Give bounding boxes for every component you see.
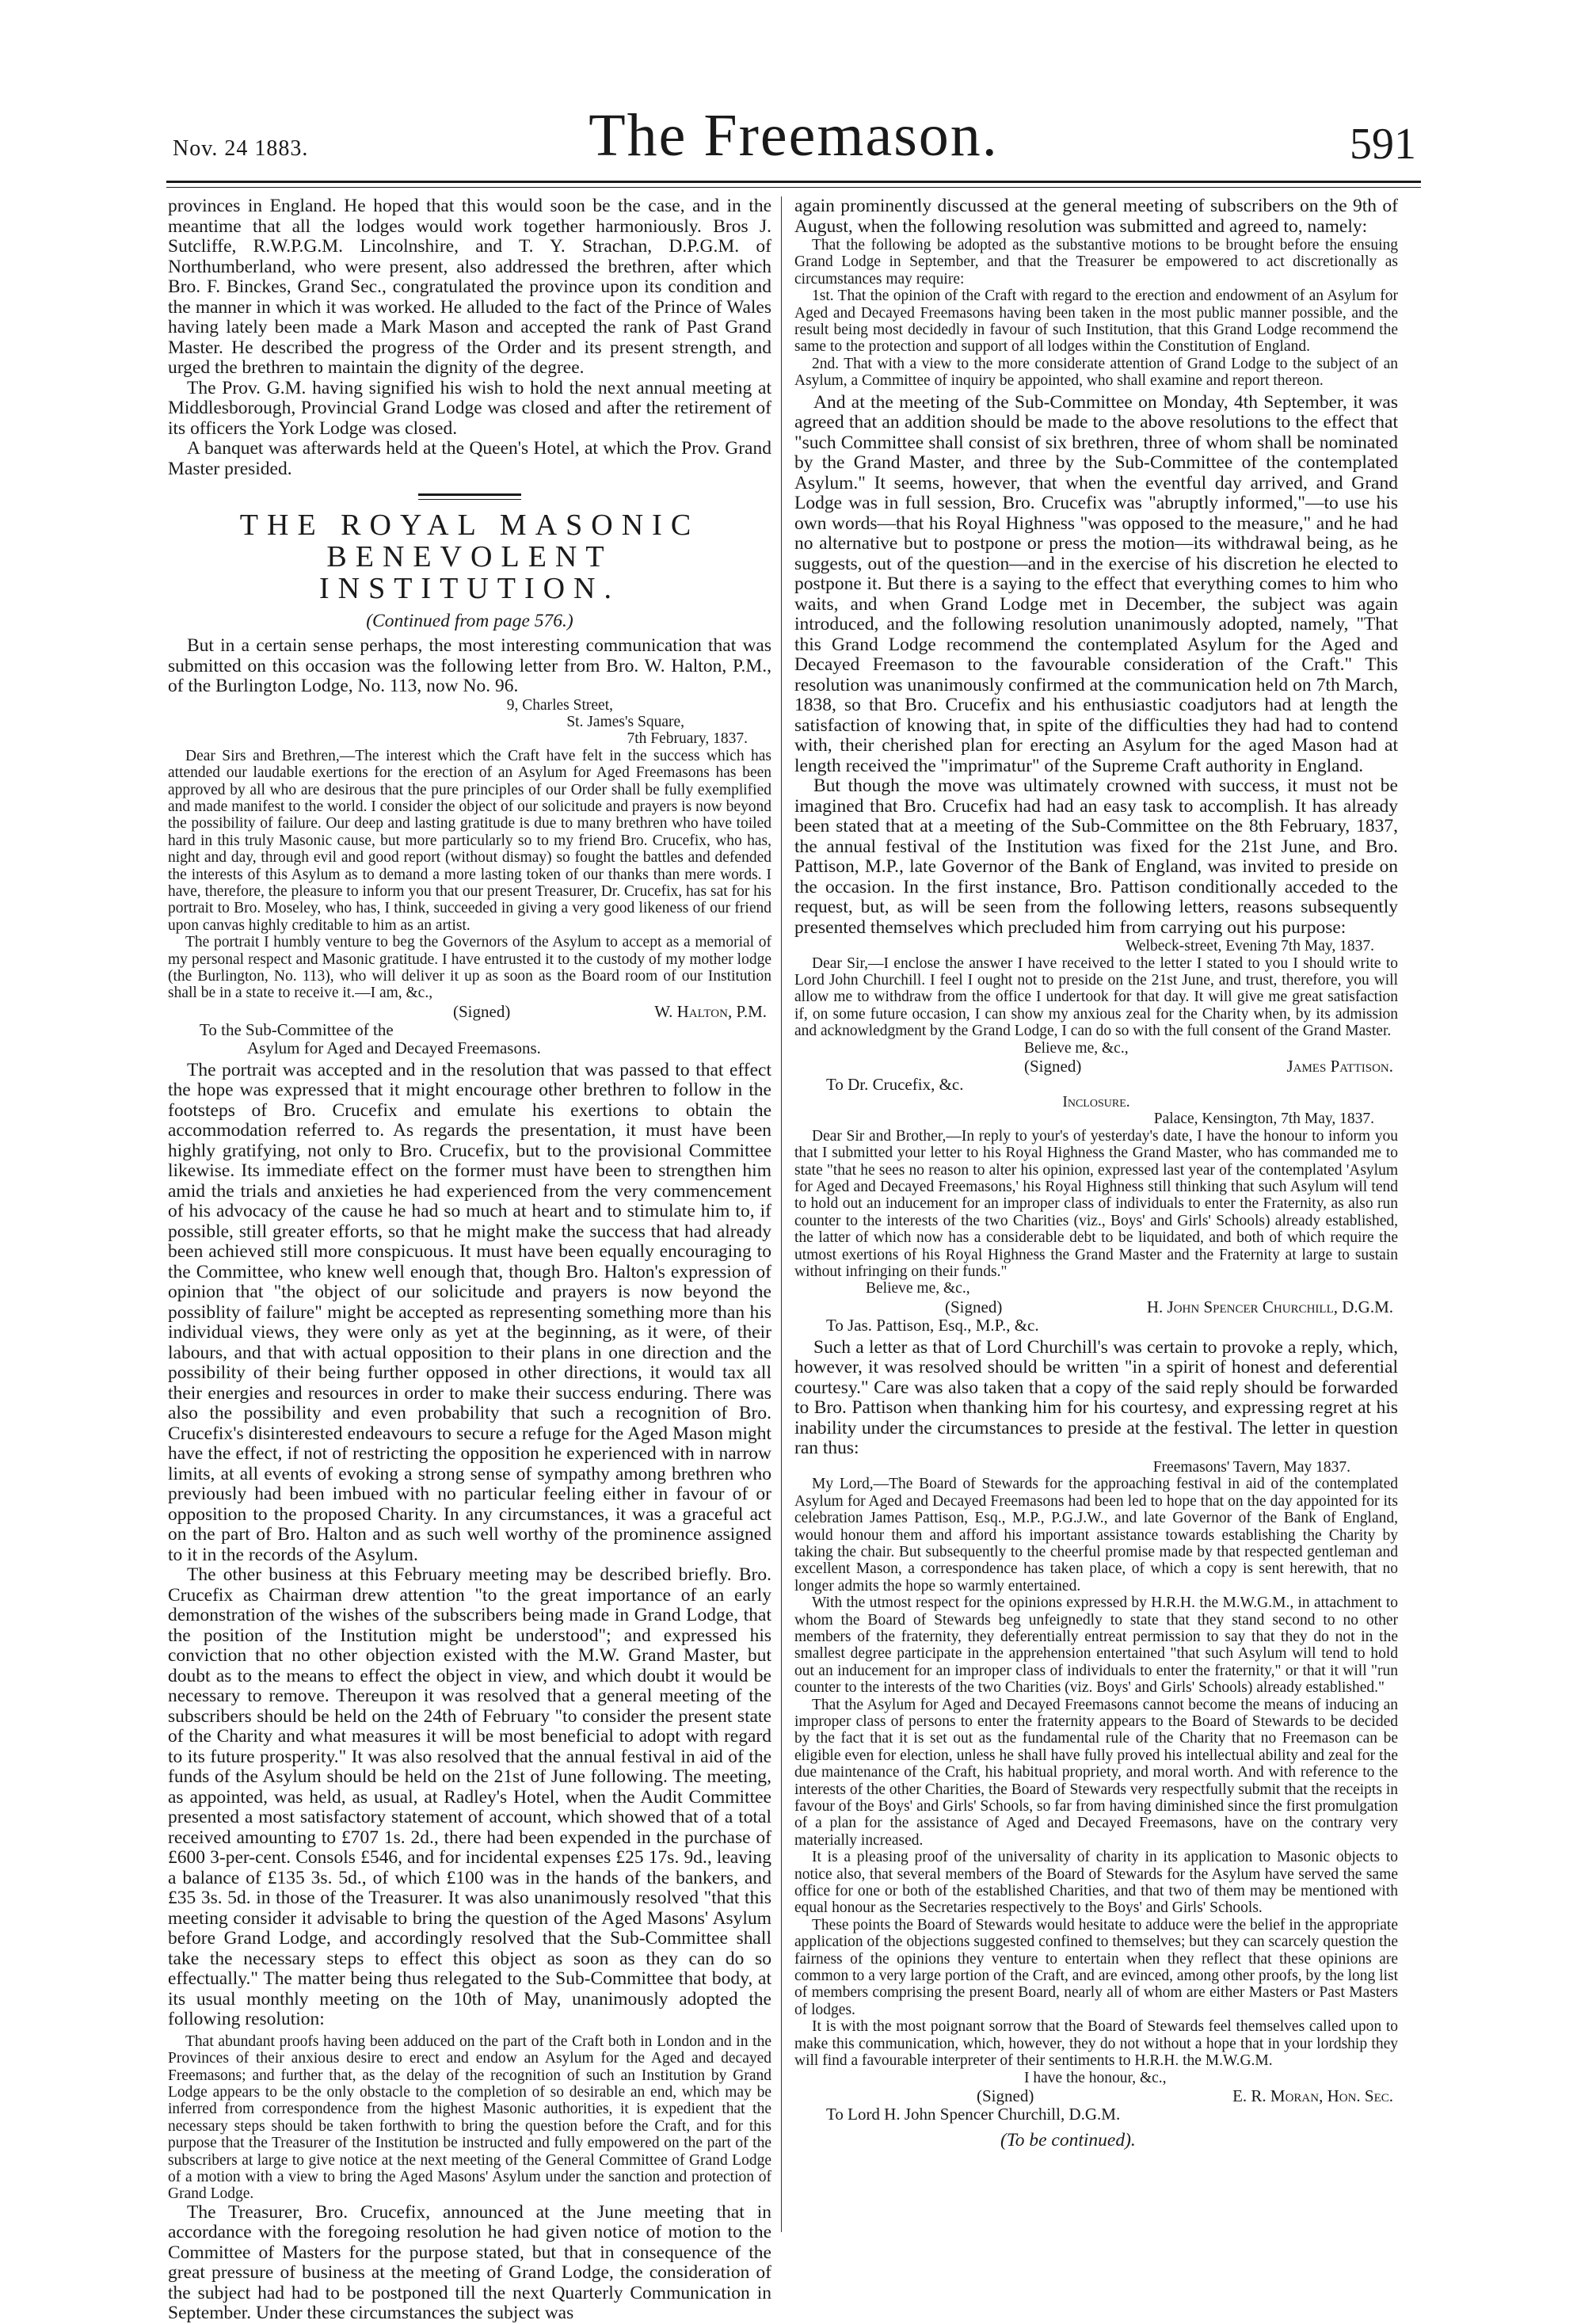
letter-text: It is a pleasing proof of the universality of charity in its application to Masonic objects to notice also, that several members of the Board of Stewards for the Asylum have served the same office for one or both of the established Charities, and that two of them may be mentioned with equal honour as the Secretaries respectively to the Boys' and Girls' Schools.	[794, 1849, 1398, 1917]
column-divider	[781, 196, 782, 2232]
letter-address: Freemasons' Tavern, May 1837.	[1152, 1458, 1350, 1476]
paragraph: But in a certain sense perhaps, the most interesting communication that was submitted on this occasion was the following letter from Bro. W. Halton, P.M., of the Burlington Lodge, No. 113, now No. 96.	[168, 635, 771, 696]
letter-text: Dear Sir,—I enclose the answer I have received to the letter I stated to you I should write to Lord John Churchill. I feel I ought not to preside on the 21st June, and trust, therefore, you will allow me to withdraw from the office I undertook for that day. It will give me great satisfaction if, on some future occasion, I can show my anxious zeal for the Charity when, by its admission and acknowledgment by the Grand Lodge, I can do so with the full consent of the Grand Master.	[794, 954, 1398, 1040]
paragraph: A banquet was afterwards held at the Queen's Hotel, at which the Prov. Grand Master presided.	[168, 438, 771, 479]
letter-text: These points the Board of Stewards would hesitate to adduce were the belief in the appropriate application of the objections suggested confined to themselves; but they can scarcely question the fairness of the opinions they venture to entertain when they reflect that these opinions are common to a very large portion of the Craft, and are evinced, among other proofs, by the long list of members comprising the present Board, nearly all of whom are either Masters or Past Masters of lodges.	[794, 1916, 1398, 2018]
letter-address: St. James's Square,	[566, 713, 684, 730]
header-rule-thin	[166, 187, 1421, 188]
section-title: THE ROYAL MASONIC BENEVOLENT	[239, 509, 700, 573]
letter-signature	[168, 1002, 771, 1021]
paragraph: The other business at this February meeting may be described briefly. Bro. Crucefix as Chairman drew attention "to the great importance of an early demonstration of the wishes of the subscribers being made in Grand Lodge, that the position of the Institution might be understood"; and expressed his conviction that no other objection existed with the M.W. Grand Master, but doubt as to the means to effect the object in view, and which doubt it would be necessary to remove. Thereupon it was resolved that a general meeting of the subscribers should be held on the 24th of February "to consider the present state of the Charity and what measures it will be most beneficial to adopt with regard to its future prosperity." It was also resolved that the annual festival in aid of the funds of the Asylum should be held on the 21st of June following. The meeting, as appointed, was held, as usual, at Radley's Hotel, when the Audit Committee presented a most satisfactory statement of account, which showed that of a total received amounting to £707 1s. 2d., there had been expended in the purchase of £600 3-per-cent. Consols £546, and for incidental expenses £25 17s. 9d., leaving a balance of £135 3s. 5d., of which £100 was in the hands of the bankers, and £35 3s. 5d. in those of the Treasurer. It was also unanimously resolved "that this meeting consider it advisable to bring the question of the Aged Masons' Asylum before Grand Lodge, and accordingly resolved that the Sub-Committee shall take the necessary steps to effect this object as soon as they can do so effectually." The matter being thus relegated to the Sub-Committee that body, at its usual monthly meeting on the 10th of May, unanimously adopted the following resolution:	[168, 1564, 771, 2030]
section-title-line2: INSTITUTION.	[318, 572, 620, 605]
signed-label: (Signed)	[977, 2086, 1034, 2105]
letter-text: Dear Sirs and Brethren,—The interest which the Craft have felt in the success which has attended our laudable exertions for the erection of an Asylum for Aged Freemasons has been approved by all who are desirous that the pure principles of our Order shall be fully exemplified and made manifest to the world. I consider the object of our solicitude and prayers is now beyond the possibility of failure. Our deep and lasting gratitude is due to many brethren who have toiled hard in this truly Masonic cause, but more particularly so to my friend Bro. Crucefix, who has, night and day, through evil and good report (without dismay) so fought the battles and defended the interests of this Asylum as to demand a more lasting token of our thanks than mere words. I have, therefore, the pleasure to inform you that our present Treasurer, Dr. Crucefix, has sat for his portrait to Bro. Moseley, who has, I think, succeeded in giving a very good likeness of our friend upon canvas highly creditable to him as an artist.	[168, 747, 771, 934]
letter-text: It is with the most poignant sorrow that the Board of Stewards feel themselves called upon to make this communication, which, however, they do not without a hope that in your lordship they will find a favourable interpreter of their sentiments to H.R.H. the M.W.G.M.	[794, 2018, 1398, 2070]
signed-label: (Signed)	[1024, 1057, 1082, 1076]
resolution-text: 2nd. That with a view to the more considerate attention of Grand Lodge to the subject of an Asylum, a Committee of inquiry be appointed, who shall examine and report thereon.	[794, 355, 1398, 390]
resolution-text: 1st. That the opinion of the Craft with regard to the erection and endowment of an Asylum for Aged and Decayed Freemasons having been taken in the most public manner possible, and the result being most decidedly in favour of such Institution, that this Grand Lodge recommend the same to the protection and support of all lodges within the Constitution of England.	[794, 288, 1398, 356]
left-column	[168, 196, 771, 2324]
publication-title: The Freemason.	[589, 102, 999, 169]
paragraph: The Treasurer, Bro. Crucefix, announced at the June meeting that in accordance with the foregoing resolution he had given notice of motion to the Committee of Masters for the purpose stated, but that in consequence of the great pressure of business at the meeting of Grand Lodge, the consideration of the subject had had to be postponed till the next Quarterly Communication in September. Under these circumstances the subject was	[168, 2201, 771, 2324]
letter-text: That the Asylum for Aged and Decayed Freemasons cannot become the means of inducing an improper class of persons to enter the fraternity appears to the Board of Stewards to be decided by the fact that it is set out as the fundamental rule of the Charity that no Freemason can be eligible even for election, unless he shall have fully proved his intellectual ability and zeal for the due maintenance of the Craft, his habitual propriety, and moral worth. And with reference to the interests of the other Charities, the Board of Stewards very respectfully submit that the receipts in favour of the Boys' and Girls' Schools, so far from having diminished since the first promulgation of a plan for the assistance of Aged and Decayed Freemasons, have on the contrary very materially increased.	[794, 1696, 1398, 1849]
letter-recipient: To the Sub-Committee of the	[200, 1019, 394, 1039]
paragraph: The portrait was accepted and in the resolution that was passed to that effect the hope was expressed that it might encourage other brethren to follow in the footsteps of Bro. Crucefix and emulate his exertions to obtain the accommodation referred to. As regards the presentation, it must have been highly gratifying, not only to Bro. Crucefix, but to the provisional Committee likewise. Its immediate effect on the former must have been to strengthen him amid the trials and anxieties he had experienced from the very commencement of his advocacy of the cause he had so much at heart and to stimulate him to, if possible, still greater efforts, so that he might make the success that had already been achieved still more conspicuous. It must have been equally encouraging to the Committee, who knew well enough that, though Bro. Halton's expression of opinion that "the object of our solicitude and prayers is now beyond the possiblity of failure" might be accepted as representing something more than his individual views, they were only as yet at the beginning, as it were, of their labours, and that with actual opposition to their plans in one direction and the possibility of their being further opposed in other directions, it would tax all their energies and resources in order to make their success enduring. There was also the possibility and even probability that such a recognition of Bro. Crucefix's disinterested endeavours to secure a refuge for the Aged Mason might have the effect, if not of restricting the opposition he experienced with in narrow limits, at all events of evoking a strong sense of sympathy among brethren who previously had been imbued with no particular feeling either in favour of or opposition to the proposed Charity. In any circumstances, it was a graceful act on the part of Bro. Halton and as such well worthy of the prominence assigned to it in the records of the Asylum.	[168, 1059, 771, 1565]
resolution-text: That the following be adopted as the substantive motions to be brought before the ensuing Grand Lodge in September, and that the Treasurer be empowered to act discretionally as circumstances may require:	[794, 237, 1398, 288]
paragraph: The Prov. G.M. having signified his wish to hold the next annual meeting at Middlesborough, Provincial Grand Lodge was closed and after the retirement of its officers the York Lodge was closed.	[168, 377, 771, 439]
right-column	[794, 196, 1398, 2236]
letter-recipient: To Lord H. John Spencer Churchill, D.G.M.	[826, 2104, 1121, 2124]
resolution-text: That abundant proofs having been adduced on the part of the Craft both in London and in the Provinces of their anxious desire to erect and endow an Asylum for the Aged and decayed Freemasons; and further that, as the delay of the recognition of such an Institution by Grand Lodge appears to be the only obstacle to the completion of so desirable an end, which may be inferred from correspondence from the highest Masonic authorities, it is expedient that the necessary steps should be taken forthwith to bring the question before the Craft, and for this purpose that the Treasurer of the Institution be instructed and fully empowered on the part of the subscribers at large to give notice at the next meeting of the General Committee of Grand Lodge of a motion with a view to bring the Aged Masons' Asylum under the sanction and protection of Grand Lodge.	[168, 2033, 771, 2203]
inclosure-heading: Inclosure.	[1062, 1094, 1130, 1111]
header-rule-thick	[166, 181, 1421, 183]
page-number: 591	[1350, 120, 1416, 169]
letter-recipient: To Dr. Crucefix, &c.	[826, 1075, 964, 1094]
paragraph: provinces in England. He hoped that this would soon be the case, and in the meantime that all the lodges would work together harmoniously. Bros J. Sutcliffe, R.W.P.G.M. Lincolnshire, and T. Y. Strachan, D.P.G.M. of Northumberland, who were present, also addressed the brethren, after which Bro. F. Binckes, Grand Sec., congratulated the province upon its condition and the manner in which it was worked. He alluded to the fact of the Prince of Wales having lately been made a Mark Mason and accepted the rank of Past Grand Master. He described the progress of the Order and its present strength, and urged the brethren to maintain the dignity of the degree.	[168, 196, 771, 378]
continued-note: (Continued from page 576.)	[366, 611, 573, 631]
letter-signature	[794, 2086, 1398, 2105]
letter-text: With the utmost respect for the opinions expressed by H.R.H. the M.W.G.M., in attachment to whom the Board of Stewards beg unfeignedly to state that they stand second to no other members of the fraternity, they deferentially entreat permission to say that they do not in the smallest degree participate in the apprehension entertained "that such Asylum will tend to hold out an inducement for an improper class of individuals to enter the fraternity," or that it will "run counter to the interests of the two Charities (viz. Boys' and Girls' Schools) already established."	[794, 1594, 1398, 1697]
signed-label: (Signed)	[453, 1001, 511, 1021]
to-be-continued: (To be continued).	[1000, 2129, 1136, 2151]
masthead	[166, 101, 1421, 177]
paragraph: Such a letter as that of Lord Churchill's was certain to provoke a reply, which, however, it was resolved should be written "in a spirit of honest and deferential courtesy." Care was also taken that a copy of the said reply should be forwarded to Bro. Pattison when thanking him for his courtesy, and expressing regret at his inability under the circumstances to preside at the festival. The letter in question ran thus:	[794, 1336, 1398, 1459]
letter-recipient: To Jas. Pattison, Esq., M.P., &c.	[826, 1315, 1039, 1335]
paragraph: again prominently discussed at the general meeting of subscribers on the 9th of August, when the following resolution was submitted and agreed to, namely:	[794, 196, 1398, 237]
letter-closing: I have the honour, &c.,	[1024, 2069, 1167, 2086]
signatory: H. John Spencer Churchill, D.G.M.	[1146, 1297, 1393, 1316]
letter-address: 9, Charles Street,	[506, 696, 613, 714]
letter-address: Palace, Kensington, 7th May, 1837.	[1153, 1111, 1374, 1128]
signatory: E. R. Moran, Hon. Sec.	[1232, 2086, 1393, 2105]
letter-closing: Believe me, &c.,	[1024, 1039, 1129, 1057]
letter-closing: Believe me, &c.,	[866, 1280, 970, 1297]
letter-text: Dear Sir and Brother,—In reply to your's of yesterday's date, I have the honour to inform you that I submitted your letter to his Royal Highness the Grand Master, who has commanded me to state "that he sees no reason to alter his opinion, expressed last year of the contemplated 'Asylum for Aged and Decayed Freemasons,' his Royal Highness still thinking that such Asylum will tend to hold out an inducement for an improper class of individuals to enter the Fraternity, as also run counter to the interests of the two Charities (viz., Boys' and Girls' Schools) already established, the latter of which now has a considerable debt to be liquidated, and both of which require the utmost exertions of his Royal Highness the Grand Master and the Fraternity at large to sustain without infringing on their funds."	[794, 1127, 1398, 1281]
letter-text: The portrait I humbly venture to beg the Governors of the Asylum to accept as a memorial of my personal respect and Masonic gratitude. I have entrusted it to the custody of my mother lodge (the Burlington, No. 113), who will deliver it up as soon as the Board room of our Institution shall be in a state to receive it.—I am, &c.,	[168, 934, 771, 1002]
paragraph: But though the move was ultimately crowned with success, it must not be imagined that Bro. Crucefix had had an easy task to accomplish. It has already been stated that at a meeting of the Sub-Committee on the 8th February, 1837, the annual festival of the Institution was fixed for the 21st June, and Bro. Pattison, M.P., late Governor of the Bank of England, was invited to preside on the occasion. In the first instance, Bro. Pattison conditionally acceded to the request, but, as will be seen from the following letters, reasons subsequently presented themselves which precluded him from carrying out his purpose:	[794, 775, 1398, 938]
signatory: James Pattison.	[1286, 1057, 1393, 1076]
letter-signature	[794, 1297, 1398, 1316]
paragraph: And at the meeting of the Sub-Committee on Monday, 4th September, it was agreed that an addition should be made to the above resolutions to the effect that "such Committee shall consist of six brethren, three of whom shall be nominated by the Grand Master, and three by the Sub-Committee of the contemplated Asylum." It seems, however, that when the eventful day arrived, and Grand Lodge was in full session, Bro. Crucefix was "abruptly informed,"—to use his own words—that his Royal Highness "was opposed to the measure," and he had no alternative but to postpone or press the motion—its withdrawal being, as he suggests, out of the question—and in the exercise of his discretion he elected to postpone it. But there is a saying to the effect that everything comes to him who waits, and when Grand Lodge met in December, the subject was again introduced, and the following resolution unanimously adopted, namely, "That this Grand Lodge recommend the contemplated Asylum for the Aged and Decayed Freemason to the favourable consideration of the Craft." This resolution was unanimously confirmed at the communication held on 7th March, 1838, so that Bro. Crucefix and his enthusiastic coadjutors had at length the satisfaction of knowing that, in spite of the difficulties they had had to contend with, their cherished plan for erecting an Asylum for the aged Mason had at length received the "imprimatur" of the Supreme Craft authority in England.	[794, 391, 1398, 776]
letter-signature	[794, 1057, 1398, 1076]
section-divider	[418, 493, 521, 500]
signatory: W. Halton, P.M.	[654, 1001, 767, 1021]
signed-label: (Signed)	[945, 1297, 1003, 1316]
issue-date: Nov. 24 1883.	[173, 136, 309, 161]
letter-text: My Lord,—The Board of Stewards for the approaching festival in aid of the contemplated Asylum for Aged and Decayed Freemasons had been led to hope that on the day appointed for its celebration James Pattison, Esq., M.P., P.G.J.W., and late Governor of the Bank of England, would honour them and afford his important assistance towards establishing the Charity by taking the chair. But subsequently to the cheerful promise made by that respected gentleman and excellent Mason, a correspondence has taken place, of which a copy is sent herewith, that no longer admits the hope so warmly entertained.	[794, 1476, 1398, 1594]
letter-address: Welbeck-street, Evening 7th May, 1837.	[1126, 938, 1374, 955]
letter-date: 7th February, 1837.	[627, 730, 748, 748]
letter-recipient: Asylum for Aged and Decayed Freemasons.	[247, 1038, 541, 1057]
